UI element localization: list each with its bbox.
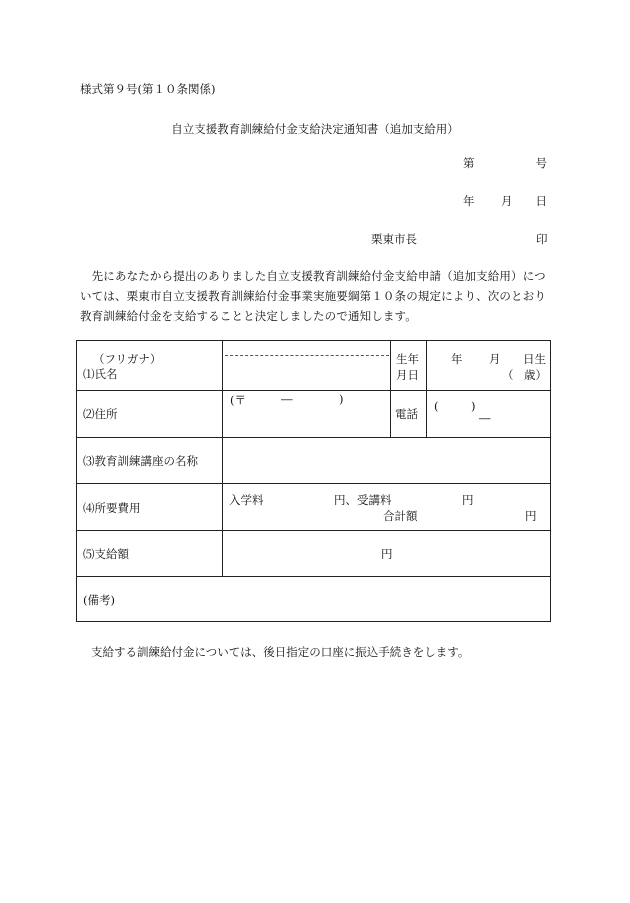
paragraph-line: 教育訓練給付金を支給することと決定しましたので通知します。 [80,309,417,323]
table-row-divider [77,530,550,531]
phone-open: ( [434,399,439,413]
furigana-label: （フリガナ） [93,352,162,366]
total-yen: 円 [525,509,537,523]
table-row-divider [77,437,550,438]
date-year: 年 [463,194,475,208]
table-col-divider [426,341,427,437]
age-close: 歳） [524,368,547,382]
birth-label-1: 生年 [396,352,419,366]
doc-number-prefix: 第 [463,156,475,170]
issuer-name: 栗東市長 [371,232,417,246]
seal-mark: 印 [536,232,548,246]
birth-day: 日生 [523,352,546,366]
course-label: ⑶教育訓練講座の名称 [83,454,198,468]
total-label: 合計額 [383,509,418,523]
postal-dash: ― [281,392,293,406]
date-day: 日 [535,194,547,208]
furigana-dashed-line [225,355,389,356]
cost-label: ⑷所要費用 [83,501,141,515]
table-row-divider [77,483,550,484]
payment-yen: 円 [381,547,393,561]
entrance-fee-label: 入学料 [229,493,264,507]
phone-close: ) [471,399,476,413]
paragraph-line: いては、栗東市自立支援教育訓練給付金事業実施要綱第１０条の規定により、次のとおり [80,289,546,303]
birth-label-2: 月日 [396,368,419,382]
phone-dash: ― [479,411,491,425]
paragraph-line: 先にあなたから提出のありました自立支援教育訓練給付金支給申請（追加支給用）につ [80,269,546,283]
birth-year: 年 [451,352,463,366]
decision-table [76,340,551,622]
address-label: ⑵住所 [83,407,118,421]
name-label: ⑴氏名 [83,367,118,381]
doc-number-suffix: 号 [535,156,547,170]
date-month: 月 [501,194,513,208]
document-title: 自立支援教育訓練給付金支給決定通知書（追加支給用） [171,122,459,136]
form-number: 様式第９号(第１０条関係) [80,82,216,96]
notice-paragraph [80,266,555,326]
postal-open: (〒 [230,393,246,407]
tuition-yen: 円 [462,493,474,507]
table-row-divider [77,576,550,577]
birth-month: 月 [489,352,501,366]
table-col-divider [390,341,391,437]
tuition-label: 円、受講料 [334,493,392,507]
age-open: （ [502,368,514,382]
table-row-divider [77,390,550,391]
remarks-label: (備考) [83,593,115,607]
footer-note: 支給する訓練給付金については、後日指定の口座に振込手続きをします。 [91,645,470,659]
phone-label: 電話 [395,407,418,421]
postal-close: ) [339,392,344,406]
table-col-divider [222,341,223,576]
payment-label: ⑸支給額 [83,547,129,561]
